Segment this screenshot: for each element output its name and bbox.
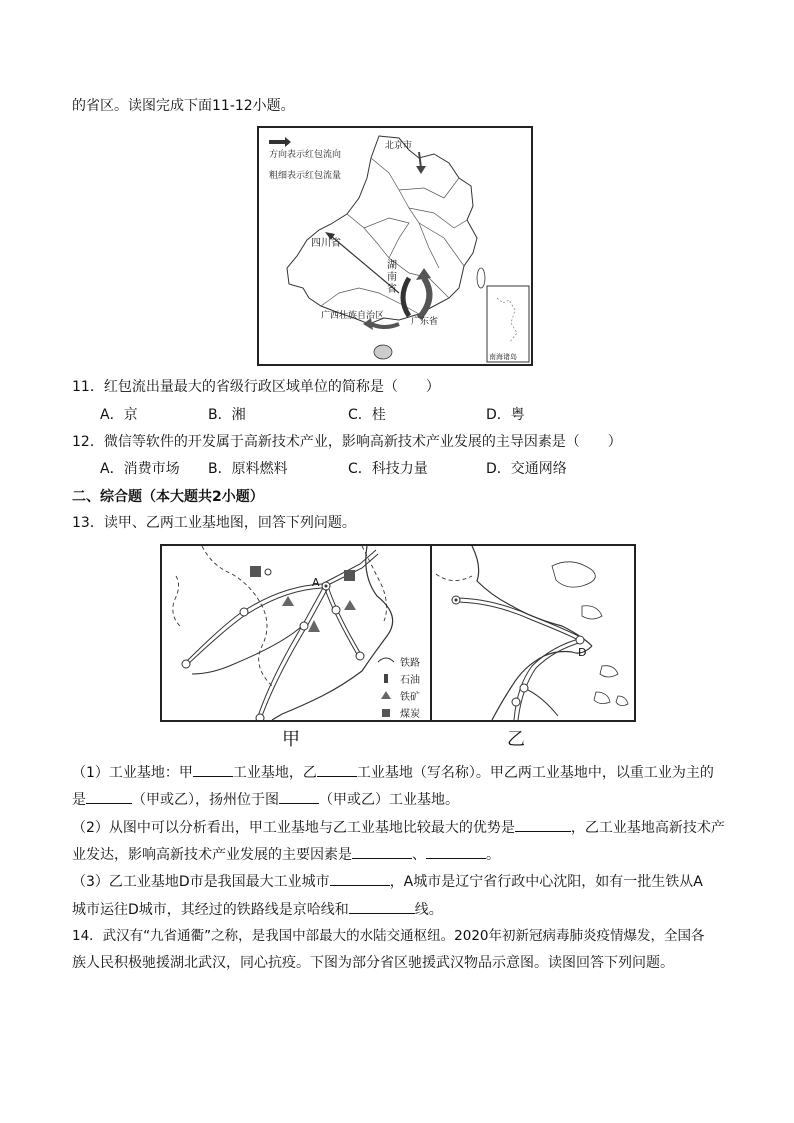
q11-option-b[interactable]: B．湘: [208, 407, 246, 423]
answer-blank[interactable]: [279, 788, 319, 804]
legend-railway-icon: [378, 658, 394, 662]
city-marker: [240, 608, 248, 616]
answer-blank[interactable]: [193, 761, 233, 777]
q11-option-a[interactable]: A．京: [100, 407, 138, 423]
q12-option-a[interactable]: A．消费市场: [100, 461, 180, 477]
map-yi: [430, 544, 636, 722]
answer-blank[interactable]: [515, 816, 571, 832]
q13-part2-line1: （2）从图中可以分析看出，甲工业基地与乙工业基地比较最大的优势是 ，乙工业基地高新技术产: [72, 816, 725, 838]
sichuan-label: 四川省: [311, 238, 341, 249]
q12-option-c[interactable]: C．科技力量: [348, 461, 428, 477]
iron-ore-icon: [282, 596, 294, 606]
hunan-label-2: 南: [387, 272, 397, 283]
city-marker: [256, 714, 264, 720]
map-jia: [160, 544, 432, 722]
q12-stem: 12．微信等软件的开发属于高新技术产业，影响高新技术产业发展的主导因素是（ ）: [72, 434, 622, 450]
q14-line2: 族人民积极驰援湖北武汉，同心抗疫。下图为部分省区驰援武汉物品示意图。读图回答下列问题。: [72, 955, 674, 971]
legend-iron-icon: [381, 691, 391, 699]
q11-stem: 11．红包流出量最大的省级行政区域单位的简称是（ ）: [72, 379, 440, 395]
red-packet-map-svg: [259, 128, 531, 364]
hunan-label-1: 湖: [387, 260, 397, 271]
q11-option-d[interactable]: D．粤: [486, 407, 525, 423]
section-heading: 二、综合题（本大题共2小题）: [72, 489, 264, 505]
q13-part2-line2: 业发达，影响高新技术产业发展的主要因素是 、 。: [72, 843, 500, 865]
legend-railway-label: 铁路: [400, 658, 420, 669]
coal-icon: [250, 566, 261, 577]
legend-coal-label: 煤炭: [400, 709, 420, 720]
map-jia-caption: 甲: [282, 729, 300, 750]
legend-iron-label: 铁矿: [400, 692, 420, 703]
red-packet-map: [257, 126, 533, 366]
legend-direction-text: 方向表示红包流向: [269, 150, 342, 160]
answer-blank[interactable]: [352, 843, 412, 859]
q14-line1: 14．武汉有“九省通衢”之称，是我国中部最大的水陆交通枢纽。2020年初新冠病毒肺炎疫情爆发，全国各: [72, 928, 705, 944]
city-d-marker: [576, 636, 584, 644]
south-china-sea-inset: [487, 286, 529, 362]
legend-coal-icon: [382, 709, 390, 717]
map-jia-svg: [162, 546, 430, 720]
answer-blank[interactable]: [426, 843, 486, 859]
q11-option-c[interactable]: C．桂: [348, 407, 386, 423]
answer-blank[interactable]: [86, 788, 132, 804]
point-a-label: A: [312, 576, 320, 589]
city-marker: [182, 660, 190, 668]
q13-part1-line2: 是 （甲或乙），扬州位于图 （甲或乙）工业基地。: [72, 788, 459, 810]
city-marker: [520, 684, 528, 692]
hainan-island: [374, 345, 392, 359]
city-marker: [356, 652, 364, 660]
q12-option-b[interactable]: B．原料燃料: [208, 461, 288, 477]
legend-oil-icon: [384, 674, 388, 683]
guangdong-label: 广东省: [411, 317, 439, 327]
iron-ore-icon: [344, 600, 356, 610]
map-yi-caption: 乙: [507, 729, 525, 750]
answer-blank[interactable]: [349, 898, 415, 914]
legend-thickness-text: 粗细表示红包流量: [269, 171, 342, 181]
q13-part3-line1: （3）乙工业基地D市是我国最大工业城市 ，A城市是辽宁省行政中心沈阳，如有一批生铁从A: [72, 870, 703, 892]
q13-stem: 13．读甲、乙两工业基地图，回答下列问题。: [72, 515, 356, 531]
beijing-label: 北京市: [385, 141, 413, 151]
city-marker: [512, 698, 520, 706]
coal-icon: [344, 570, 355, 581]
map-yi-svg: [432, 546, 634, 720]
hunan-label-3: 省: [387, 284, 397, 295]
q13-part3-line2: 城市运往D城市，其经过的铁路线是京哈线和 线。: [72, 898, 443, 920]
legend-arrow-icon: [269, 137, 291, 147]
q13-part1-line1: （1）工业基地：甲 工业基地，乙 工业基地（写名称）。甲乙两工业基地中，以重工业为主的: [72, 761, 714, 783]
city-marker: [332, 606, 340, 614]
islands-label: 南海诸岛: [489, 353, 517, 361]
answer-blank[interactable]: [330, 870, 390, 886]
point-d-label: D: [578, 646, 587, 659]
city-marker: [300, 622, 308, 630]
q12-option-d[interactable]: D．交通网络: [486, 461, 567, 477]
intro-text: 的省区。读图完成下面11-12小题。: [72, 98, 295, 114]
answer-blank[interactable]: [317, 761, 357, 777]
legend-oil-label: 石油: [400, 675, 420, 686]
guangxi-label: 广西壮族自治区: [321, 311, 385, 321]
